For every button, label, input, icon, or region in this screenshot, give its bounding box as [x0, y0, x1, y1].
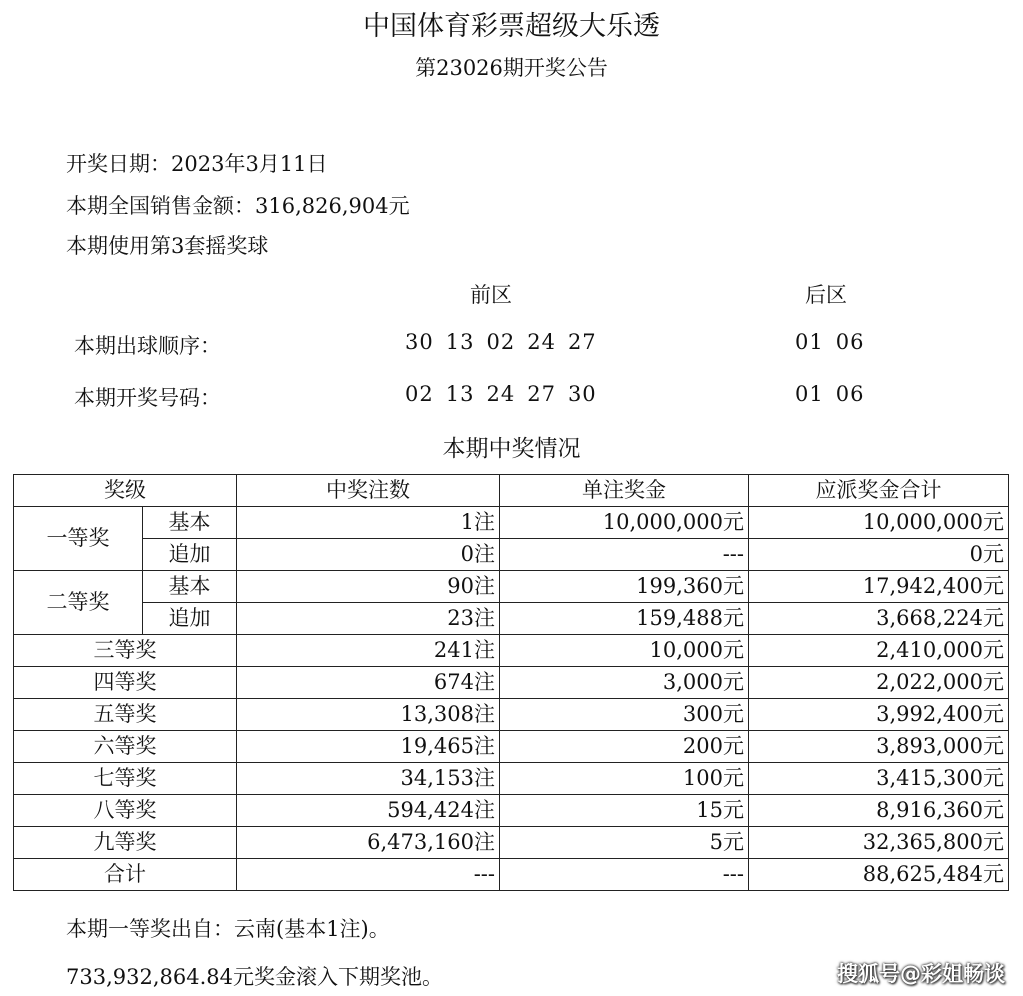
prize-count: 594,424注: [237, 795, 500, 827]
table-row: [14, 699, 1009, 731]
ball-number: 24: [486, 382, 516, 406]
winning-back-numbers: [795, 382, 864, 406]
prize-level: 九等奖: [14, 827, 237, 859]
ball-number: 01: [795, 330, 824, 354]
prize-type: 追加: [143, 603, 237, 635]
prize-unit: 3,000元: [500, 667, 749, 699]
prize-unit: 199,360元: [500, 571, 749, 603]
prize-total: 8,916,360元: [749, 795, 1009, 827]
prize-total: 3,415,300元: [749, 763, 1009, 795]
first-prize-origin: 本期一等奖出自：云南(基本1注)。: [66, 917, 390, 941]
prize-level: 五等奖: [14, 699, 237, 731]
prize-level: 八等奖: [14, 795, 237, 827]
draw-order-label: 本期出球顺序：: [74, 334, 221, 358]
prize-total: 0元: [749, 539, 1009, 571]
ball-number: 30: [567, 382, 597, 406]
sum-total: 88,625,484元: [749, 859, 1009, 891]
prize-count: 241注: [237, 635, 500, 667]
winning-front-numbers: [405, 382, 597, 406]
sum-count: ---: [237, 859, 500, 891]
table-row: [14, 763, 1009, 795]
prize-type: 基本: [143, 571, 237, 603]
table-row: [14, 731, 1009, 763]
prize-unit: 10,000,000元: [500, 507, 749, 539]
table-row: [14, 571, 1009, 603]
table-row: [14, 635, 1009, 667]
draw-order-front-numbers: [405, 330, 597, 354]
front-zone-header: 前区: [470, 283, 512, 307]
prize-unit: ---: [500, 539, 749, 571]
prize-total: 2,410,000元: [749, 635, 1009, 667]
ball-number: 30: [405, 330, 434, 354]
sum-unit: ---: [500, 859, 749, 891]
sum-label: 合计: [14, 859, 237, 891]
prize-type: 追加: [143, 539, 237, 571]
draw-date: 开奖日期：2023年3月11日: [66, 152, 328, 176]
prize-total: 10,000,000元: [749, 507, 1009, 539]
prize-count: 23注: [237, 603, 500, 635]
prize-unit: 100元: [500, 763, 749, 795]
prize-count: 90注: [237, 571, 500, 603]
prize-count: 674注: [237, 667, 500, 699]
prize-level: 一等奖: [14, 507, 143, 571]
prize-unit: 159,488元: [500, 603, 749, 635]
prize-unit: 300元: [500, 699, 749, 731]
prize-total: 32,365,800元: [749, 827, 1009, 859]
ball-number: 24: [527, 330, 556, 354]
header-total-prize: 应派奖金合计: [749, 475, 1009, 507]
prize-unit: 10,000元: [500, 635, 749, 667]
table-row: [14, 795, 1009, 827]
prize-total: 3,668,224元: [749, 603, 1009, 635]
prize-count: 34,153注: [237, 763, 500, 795]
table-sum-row: [14, 859, 1009, 891]
jackpot-rollover: 733,932,864.84元奖金滚入下期奖池。: [66, 965, 443, 989]
page-title: 中国体育彩票超级大乐透: [363, 11, 660, 42]
table-row: [14, 603, 1009, 635]
prize-total: 3,893,000元: [749, 731, 1009, 763]
ball-number: 27: [527, 382, 556, 406]
header-level: 奖级: [14, 475, 237, 507]
prize-count: 13,308注: [237, 699, 500, 731]
prize-count: 0注: [237, 539, 500, 571]
table-row: [14, 539, 1009, 571]
draw-issue-subtitle: 第23026期开奖公告: [415, 56, 608, 80]
prize-count: 6,473,160注: [237, 827, 500, 859]
ball-number: 06: [835, 330, 865, 354]
prize-count: 19,465注: [237, 731, 500, 763]
prize-total: 2,022,000元: [749, 667, 1009, 699]
ball-number: 02: [405, 382, 434, 406]
ball-number: 01: [795, 382, 824, 406]
table-row: [14, 667, 1009, 699]
header-count: 中奖注数: [237, 475, 500, 507]
prize-level: 七等奖: [14, 763, 237, 795]
prize-total: 17,942,400元: [749, 571, 1009, 603]
prize-section-title: 本期中奖情况: [442, 436, 581, 462]
ball-number: 13: [445, 382, 475, 406]
prize-table: [13, 474, 1009, 891]
table-row: [14, 507, 1009, 539]
prize-total: 3,992,400元: [749, 699, 1009, 731]
table-header-row: [14, 475, 1009, 507]
table-row: [14, 827, 1009, 859]
ball-number: 27: [567, 330, 597, 354]
prize-level: 三等奖: [14, 635, 237, 667]
prize-level: 四等奖: [14, 667, 237, 699]
prize-unit: 15元: [500, 795, 749, 827]
prize-unit: 5元: [500, 827, 749, 859]
prize-level: 二等奖: [14, 571, 143, 635]
ball-number: 13: [445, 330, 475, 354]
sales-amount: 本期全国销售金额：316,826,904元: [66, 194, 410, 218]
prize-count: 1注: [237, 507, 500, 539]
prize-unit: 200元: [500, 731, 749, 763]
prize-level: 六等奖: [14, 731, 237, 763]
source-watermark: 搜狐号@彩姐畅谈: [837, 962, 1005, 986]
ball-number: 06: [835, 382, 865, 406]
header-unit-prize: 单注奖金: [500, 475, 749, 507]
draw-order-back-numbers: [795, 330, 864, 354]
ball-number: 02: [486, 330, 516, 354]
winning-numbers-label: 本期开奖号码：: [74, 386, 221, 410]
back-zone-header: 后区: [805, 283, 847, 307]
prize-type: 基本: [143, 507, 237, 539]
ball-set-info: 本期使用第3套摇奖球: [66, 234, 269, 258]
